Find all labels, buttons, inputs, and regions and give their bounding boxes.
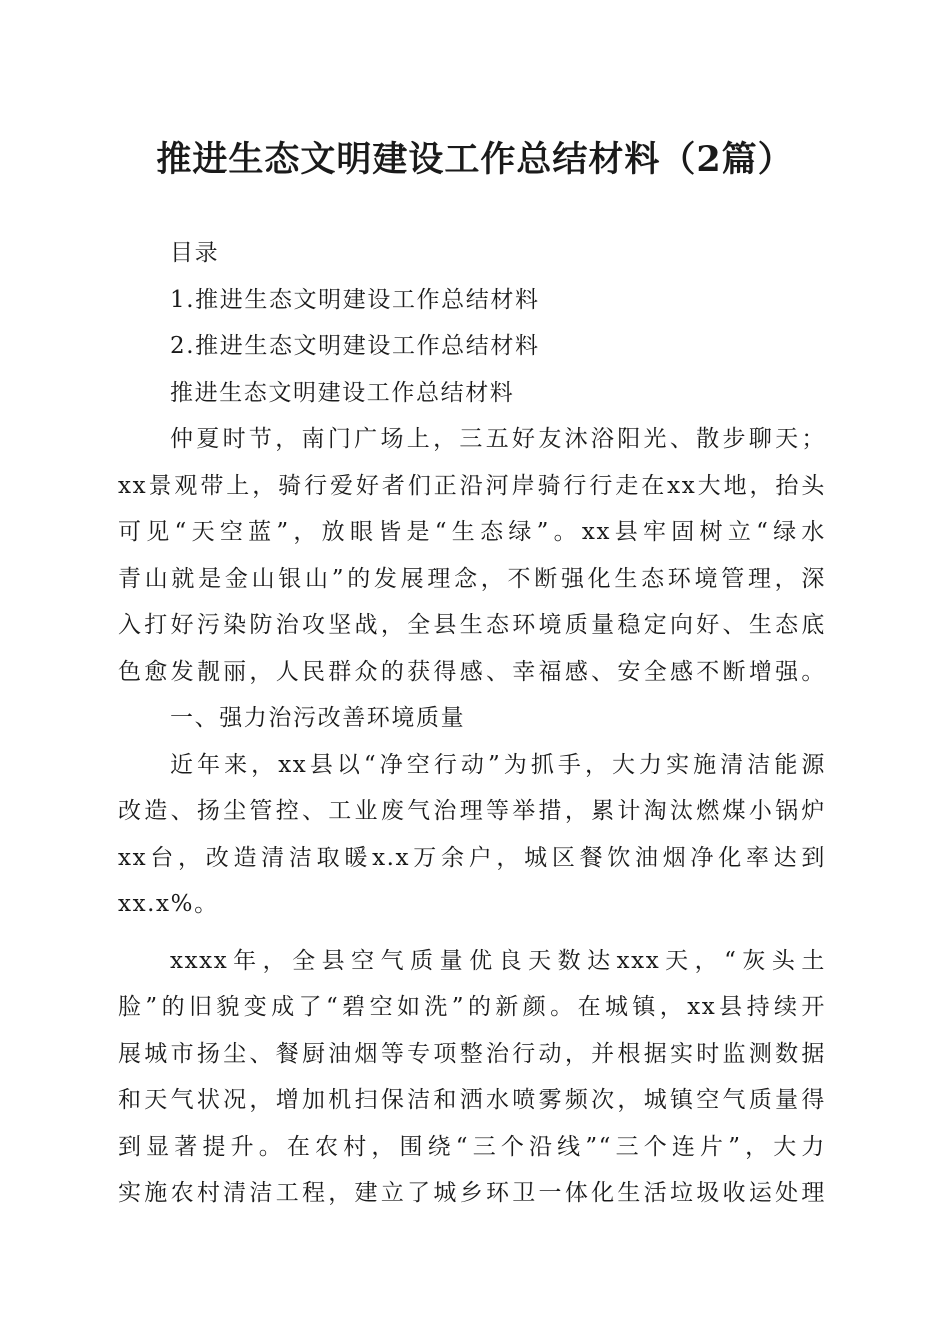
paragraph-line: 仲夏时节，南门广场上，三五好友沐浴阳光、散步聊天；	[170, 426, 826, 452]
paragraph-line: 到显著提升。在农村，围绕“三个沿线”“三个连片”，大力	[118, 1133, 826, 1160]
toc-item: 2.推进生态文明建设工作总结材料	[170, 333, 540, 359]
paragraph-line: 可见“天空蓝”，放眼皆是“生态绿”。xx县牢固树立“绿水	[118, 519, 826, 545]
paragraph-line: xx.x%。	[118, 891, 219, 917]
section-heading: 一、强力治污改善环境质量	[170, 705, 466, 731]
paragraph-line: 近年来，xx县以“净空行动”为抓手，大力实施清洁能源	[170, 751, 826, 778]
paragraph-line: xx景观带上，骑行爱好者们正沿河岸骑行行走在xx大地，抬头	[118, 472, 826, 499]
document-body	[118, 230, 826, 1217]
document-title: 推进生态文明建设工作总结材料（2篇）	[156, 139, 794, 180]
toc-label: 目录	[170, 240, 220, 266]
paragraph-line: 改造、扬尘管控、工业废气治理等举措，累计淘汰燃煤小锅炉	[118, 798, 826, 824]
paragraph-line: 青山就是金山银山”的发展理念，不断强化生态环境管理，深	[118, 565, 826, 592]
paragraph-line: xxxx年，全县空气质量优良天数达xxx天，“灰头土	[170, 947, 826, 974]
toc-item: 1.推进生态文明建设工作总结材料	[170, 286, 540, 313]
paragraph-line: 展城市扬尘、餐厨油烟等专项整治行动，并根据实时监测数据	[118, 1040, 826, 1067]
paragraph-gap	[118, 928, 826, 938]
paragraph-line: 入打好污染防治攻坚战，全县生态环境质量稳定向好、生态底	[118, 612, 826, 638]
article-title: 推进生态文明建设工作总结材料	[170, 379, 515, 406]
paragraph-line: 实施农村清洁工程，建立了城乡环卫一体化生活垃圾收运处理	[118, 1180, 826, 1206]
paragraph-line: xx台，改造清洁取暖x.x万余户，城区餐饮油烟净化率达到	[118, 844, 826, 871]
paragraph-line: 和天气状况，增加机扫保洁和洒水喷雾频次，城镇空气质量得	[118, 1087, 826, 1113]
paragraph-line: 色愈发靓丽，人民群众的获得感、幸福感、安全感不断增强。	[118, 658, 826, 685]
paragraph-line: 脸”的旧貌变成了“碧空如洗”的新颜。在城镇，xx县持续开	[118, 994, 826, 1020]
